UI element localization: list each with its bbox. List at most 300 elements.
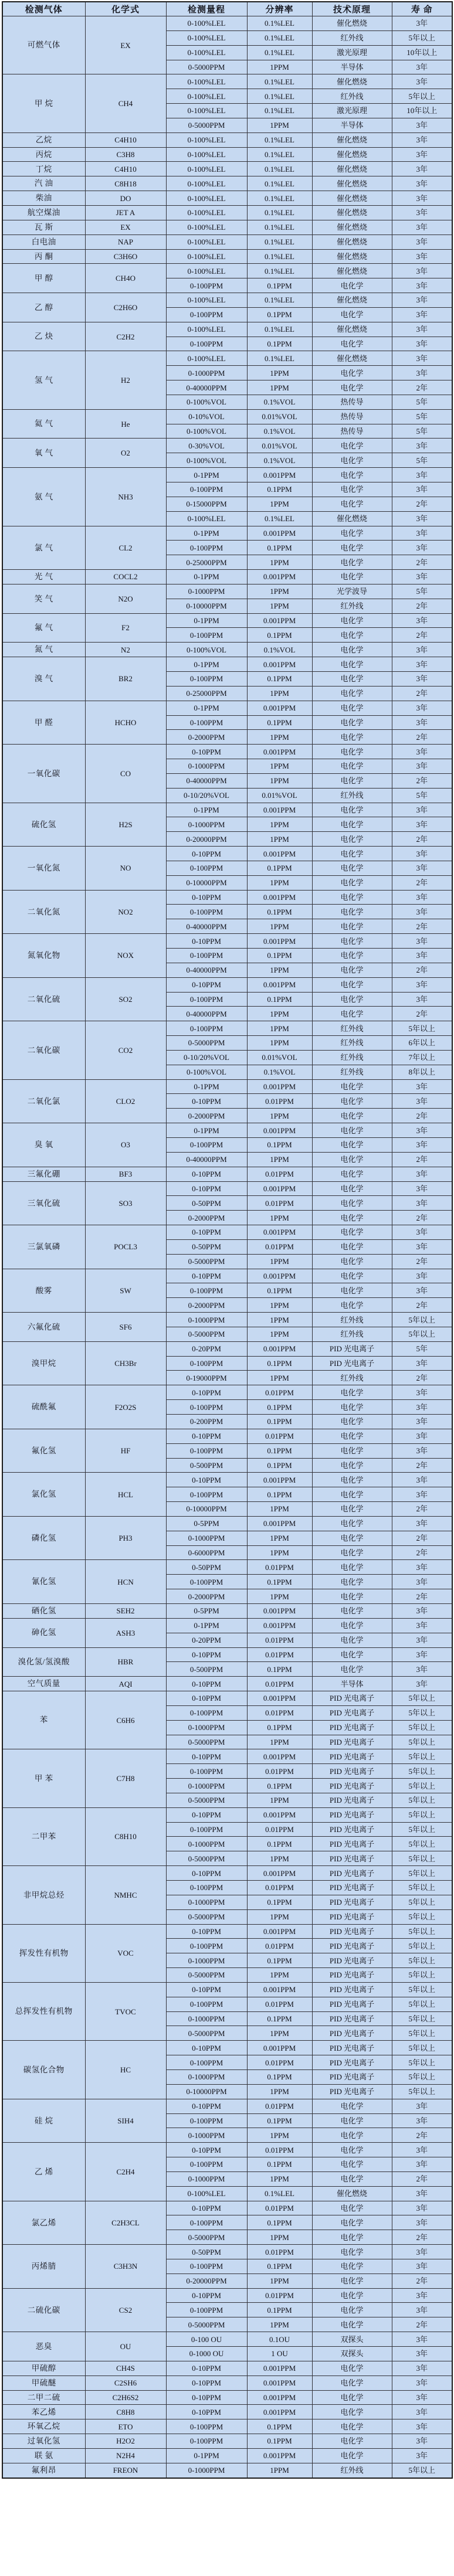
principle-cell: 电化学: [312, 1211, 392, 1225]
resolution-cell: 0.1PPM: [247, 992, 312, 1007]
principle-cell: 催化燃烧: [312, 147, 392, 162]
table-row: [2, 803, 452, 817]
resolution-cell: 1PPM: [247, 2084, 312, 2099]
gas-cell: 氦 气: [2, 409, 85, 439]
principle-cell: 红外线: [312, 788, 392, 803]
principle-cell: 电化学: [312, 526, 392, 541]
principle-cell: PID 光电离子: [312, 1851, 392, 1866]
gas-cell: 一氧化碳: [2, 745, 85, 803]
principle-cell: 电化学: [312, 2303, 392, 2317]
principle-cell: 电化学: [312, 570, 392, 584]
principle-cell: 电化学: [312, 861, 392, 875]
lifespan-cell: 5年: [392, 395, 452, 409]
resolution-cell: 1PPM: [247, 2171, 312, 2186]
resolution-cell: 0.1%LEL: [247, 322, 312, 337]
lifespan-cell: 5年以上: [392, 1895, 452, 1909]
lifespan-cell: 3年: [392, 817, 452, 832]
principle-cell: 催化燃烧: [312, 293, 392, 308]
formula-cell: POCL3: [85, 1225, 166, 1269]
resolution-cell: 0.001PPM: [247, 526, 312, 541]
range-cell: 0-5000PPM: [166, 118, 247, 132]
lifespan-cell: 5年以上: [392, 2069, 452, 2084]
principle-cell: 红外线: [312, 599, 392, 613]
principle-cell: 电化学: [312, 2288, 392, 2303]
lifespan-cell: 3年: [392, 861, 452, 875]
resolution-cell: 0.1PPM: [247, 2011, 312, 2026]
table-row: [2, 249, 452, 264]
resolution-cell: 1PPM: [247, 1313, 312, 1327]
lifespan-cell: 3年: [392, 2434, 452, 2449]
range-cell: 0-5000PPM: [166, 1968, 247, 1983]
principle-cell: 电化学: [312, 278, 392, 293]
range-cell: 0-100%VOL: [166, 424, 247, 439]
lifespan-cell: 5年以上: [392, 1939, 452, 1953]
lifespan-cell: 5年以上: [392, 1968, 452, 1983]
gas-cell: 恶臭: [2, 2332, 85, 2361]
formula-cell: C2H4: [85, 2143, 166, 2201]
range-cell: 0-10PPM: [166, 1181, 247, 1196]
range-cell: 0-20000PPM: [166, 2273, 247, 2288]
table-row: [2, 1691, 452, 1706]
principle-cell: 热传导: [312, 395, 392, 409]
principle-cell: 电化学: [312, 643, 392, 657]
range-cell: 0-100PPM: [166, 482, 247, 497]
resolution-cell: 0.001PPM: [247, 1924, 312, 1939]
table-body: [2, 16, 452, 2478]
resolution-cell: 0.001PPM: [247, 1225, 312, 1240]
gas-cell: 砷化氢: [2, 1618, 85, 1647]
resolution-cell: 0.1PPM: [247, 949, 312, 963]
resolution-cell: 0.001PPM: [247, 934, 312, 949]
resolution-cell: 0.1%LEL: [247, 205, 312, 220]
formula-cell: C3H3N: [85, 2245, 166, 2289]
principle-cell: PID 光电离子: [312, 1895, 392, 1909]
resolution-cell: 1PPM: [247, 380, 312, 395]
gas-cell: 空气质量: [2, 1677, 85, 1691]
lifespan-cell: 5年以上: [392, 2055, 452, 2070]
range-cell: 0-100PPM: [166, 1487, 247, 1502]
formula-cell: VOC: [85, 1924, 166, 1982]
principle-cell: 电化学: [312, 1196, 392, 1211]
resolution-cell: 0.001PPM: [247, 657, 312, 672]
range-cell: 0-19000PPM: [166, 1371, 247, 1385]
principle-cell: 电化学: [312, 832, 392, 847]
principle-cell: 电化学: [312, 715, 392, 730]
lifespan-cell: 2年: [392, 497, 452, 511]
range-cell: 0-10000PPM: [166, 1502, 247, 1517]
range-cell: 0-100%VOL: [166, 1065, 247, 1079]
principle-cell: 电化学: [312, 803, 392, 817]
lifespan-cell: 2年: [392, 1254, 452, 1269]
range-cell: 0-1PPM: [166, 1618, 247, 1633]
lifespan-cell: 10年以上: [392, 45, 452, 60]
resolution-cell: 0.01PPM: [247, 1429, 312, 1443]
lifespan-cell: 3年: [392, 249, 452, 264]
lifespan-cell: 5年以上: [392, 30, 452, 45]
range-cell: 0-10PPM: [166, 1691, 247, 1706]
gas-cell: 甲 烷: [2, 74, 85, 132]
range-cell: 0-100%LEL: [166, 132, 247, 147]
principle-cell: PID 光电离子: [312, 2055, 392, 2070]
formula-cell: N2O: [85, 584, 166, 613]
lifespan-cell: 3年: [392, 1575, 452, 1589]
resolution-cell: 0.1%VOL: [247, 453, 312, 468]
lifespan-cell: 5年: [392, 453, 452, 468]
principle-cell: 电化学: [312, 1647, 392, 1662]
resolution-cell: 1PPM: [247, 1007, 312, 1021]
formula-cell: F2O2S: [85, 1385, 166, 1429]
table-row: [2, 468, 452, 482]
resolution-cell: 0.1PPM: [247, 1779, 312, 1793]
principle-cell: 电化学: [312, 1502, 392, 1517]
lifespan-cell: 3年: [392, 949, 452, 963]
range-cell: 0-100PPM: [166, 2303, 247, 2317]
lifespan-cell: 3年: [392, 1443, 452, 1458]
principle-cell: 催化燃烧: [312, 205, 392, 220]
resolution-cell: 0.001PPM: [247, 1749, 312, 1764]
resolution-cell: 1PPM: [247, 875, 312, 890]
lifespan-cell: 3年: [392, 1239, 452, 1254]
table-row: [2, 1866, 452, 1881]
lifespan-cell: 5年以上: [392, 1851, 452, 1866]
resolution-cell: 1PPM: [247, 817, 312, 832]
formula-cell: C8H18: [85, 176, 166, 191]
resolution-cell: 0.01PPM: [247, 1560, 312, 1575]
lifespan-cell: 2年: [392, 963, 452, 977]
range-cell: 0-100%LEL: [166, 30, 247, 45]
gas-cell: 氮氧化物: [2, 934, 85, 978]
resolution-cell: 0.001PPM: [247, 2361, 312, 2376]
range-cell: 0-200PPM: [166, 1415, 247, 1429]
range-cell: 0-1PPM: [166, 570, 247, 584]
principle-cell: 电化学: [312, 2143, 392, 2157]
lifespan-cell: 10年以上: [392, 104, 452, 118]
resolution-cell: 0.1%LEL: [247, 2186, 312, 2201]
table-row: [2, 1982, 452, 1997]
resolution-cell: 0.001PPM: [247, 613, 312, 628]
resolution-cell: 0.001PPM: [247, 1807, 312, 1822]
range-cell: 0-10PPM: [166, 2099, 247, 2113]
principle-cell: 催化燃烧: [312, 322, 392, 337]
resolution-cell: 0.001PPM: [247, 2376, 312, 2390]
formula-cell: CH4S: [85, 2361, 166, 2376]
principle-cell: PID 光电离子: [312, 1735, 392, 1749]
gas-cell: 溴 气: [2, 657, 85, 701]
range-cell: 0-100%LEL: [166, 147, 247, 162]
gas-cell: 氟利昂: [2, 2463, 85, 2478]
principle-cell: PID 光电离子: [312, 1356, 392, 1371]
principle-cell: PID 光电离子: [312, 1749, 392, 1764]
formula-cell: SIH4: [85, 2099, 166, 2143]
range-cell: 0-100PPM: [166, 1283, 247, 1298]
lifespan-cell: 3年: [392, 2361, 452, 2376]
resolution-cell: 1PPM: [247, 1109, 312, 1123]
range-cell: 0-100PPM: [166, 1997, 247, 2011]
range-cell: 0-100PPM: [166, 1400, 247, 1415]
resolution-cell: 1PPM: [247, 1735, 312, 1749]
resolution-cell: 0.01PPM: [247, 1822, 312, 1837]
range-cell: 0-100%LEL: [166, 104, 247, 118]
lifespan-cell: 3年: [392, 2157, 452, 2172]
lifespan-cell: 5年: [392, 584, 452, 599]
lifespan-cell: 3年: [392, 905, 452, 919]
resolution-cell: 1PPM: [247, 1021, 312, 1036]
principle-cell: 电化学: [312, 1094, 392, 1109]
range-cell: 0-1PPM: [166, 468, 247, 482]
formula-cell: N2H4: [85, 2448, 166, 2463]
formula-cell: CO2: [85, 1021, 166, 1079]
range-cell: 0-10PPM: [166, 1982, 247, 1997]
range-cell: 0-10PPM: [166, 1677, 247, 1691]
table-row: [2, 1181, 452, 1196]
resolution-cell: 1PPM: [247, 1502, 312, 1517]
principle-cell: 电化学: [312, 2201, 392, 2215]
lifespan-cell: 3年: [392, 745, 452, 759]
gas-cell: 汽 油: [2, 176, 85, 191]
range-cell: 0-100%LEL: [166, 16, 247, 31]
resolution-cell: 0.1PPM: [247, 1895, 312, 1909]
table-row: [2, 1429, 452, 1443]
range-cell: 0-10PPM: [166, 1094, 247, 1109]
lifespan-cell: 3年: [392, 1123, 452, 1138]
range-cell: 0-1PPM: [166, 1079, 247, 1094]
range-cell: 0-10PPM: [166, 1269, 247, 1283]
column-header-principle: 技术原理: [312, 2, 392, 16]
resolution-cell: 1PPM: [247, 1589, 312, 1604]
principle-cell: 电化学: [312, 2273, 392, 2288]
range-cell: 0-100%LEL: [166, 220, 247, 235]
lifespan-cell: 3年: [392, 1167, 452, 1181]
formula-cell: NAP: [85, 235, 166, 249]
lifespan-cell: 2年: [392, 1502, 452, 1517]
lifespan-cell: 3年: [392, 570, 452, 584]
resolution-cell: 0.01PPM: [247, 2245, 312, 2259]
range-cell: 0-5000PPM: [166, 1909, 247, 1924]
range-cell: 0-500PPM: [166, 1662, 247, 1677]
lifespan-cell: 5年以上: [392, 1779, 452, 1793]
resolution-cell: 0.01PPM: [247, 1647, 312, 1662]
gas-cell: 甲 苯: [2, 1749, 85, 1807]
gas-spec-table: [2, 1, 453, 2479]
resolution-cell: 0.1%LEL: [247, 162, 312, 176]
formula-cell: C2H2: [85, 322, 166, 351]
range-cell: 0-5PPM: [166, 1516, 247, 1531]
lifespan-cell: 5年以上: [392, 1982, 452, 1997]
range-cell: 0-10PPM: [166, 745, 247, 759]
principle-cell: 电化学: [312, 453, 392, 468]
table-row: [2, 1749, 452, 1764]
lifespan-cell: 3年: [392, 220, 452, 235]
principle-cell: 电化学: [312, 773, 392, 788]
resolution-cell: 0.1PPM: [247, 2157, 312, 2172]
range-cell: 0-10000PPM: [166, 2084, 247, 2099]
principle-cell: 电化学: [312, 1589, 392, 1604]
resolution-cell: 0.01%VOL: [247, 788, 312, 803]
table-row: [2, 1385, 452, 1400]
gas-cell: 乙 醇: [2, 293, 85, 322]
table-row: [2, 977, 452, 992]
principle-cell: 电化学: [312, 2376, 392, 2390]
range-cell: 0-1000PPM: [166, 2463, 247, 2478]
gas-cell: 硫化氢: [2, 803, 85, 847]
table-row: [2, 409, 452, 424]
gas-cell: 丙烯腈: [2, 2245, 85, 2289]
lifespan-cell: 3年: [392, 1415, 452, 1429]
principle-cell: 电化学: [312, 1239, 392, 1254]
principle-cell: 电化学: [312, 1545, 392, 1560]
lifespan-cell: 7年以上: [392, 1050, 452, 1065]
lifespan-cell: 3年: [392, 2390, 452, 2405]
formula-cell: C8H10: [85, 1807, 166, 1865]
resolution-cell: 0.1PPM: [247, 2419, 312, 2434]
principle-cell: 电化学: [312, 1181, 392, 1196]
resolution-cell: 0.01PPM: [247, 2143, 312, 2157]
resolution-cell: 0.01PPM: [247, 2099, 312, 2113]
lifespan-cell: 3年: [392, 132, 452, 147]
lifespan-cell: 3年: [392, 1603, 452, 1618]
lifespan-cell: 2年: [392, 628, 452, 643]
resolution-cell: 0.01%VOL: [247, 439, 312, 453]
gas-cell: 甲硫醇: [2, 2361, 85, 2376]
principle-cell: PID 光电离子: [312, 1997, 392, 2011]
range-cell: 0-10000PPM: [166, 599, 247, 613]
range-cell: 0-100PPM: [166, 1575, 247, 1589]
principle-cell: 电化学: [312, 1400, 392, 1415]
gas-cell: 瓦 斯: [2, 220, 85, 235]
range-cell: 0-10PPM: [166, 1167, 247, 1181]
gas-cell: 乙 烯: [2, 2143, 85, 2201]
resolution-cell: 0.001PPM: [247, 1181, 312, 1196]
table-row: [2, 293, 452, 308]
table-row: [2, 2419, 452, 2434]
formula-cell: HBR: [85, 1647, 166, 1677]
lifespan-cell: 3年: [392, 526, 452, 541]
range-cell: 0-5000PPM: [166, 2026, 247, 2041]
lifespan-cell: 3年: [392, 847, 452, 861]
resolution-cell: 0.01PPM: [247, 2288, 312, 2303]
principle-cell: 电化学: [312, 613, 392, 628]
resolution-cell: 0.1%LEL: [247, 74, 312, 89]
resolution-cell: 0.01PPM: [247, 1196, 312, 1211]
resolution-cell: 0.1%LEL: [247, 235, 312, 249]
gas-cell: 氧 气: [2, 439, 85, 468]
principle-cell: 电化学: [312, 905, 392, 919]
range-cell: 0-10PPM: [166, 2405, 247, 2419]
resolution-cell: 0.1PPM: [247, 861, 312, 875]
principle-cell: 光学波导: [312, 584, 392, 599]
resolution-cell: 0.01PPM: [247, 1881, 312, 1895]
lifespan-cell: 3年: [392, 511, 452, 526]
lifespan-cell: 3年: [392, 337, 452, 351]
resolution-cell: 0.1PPM: [247, 905, 312, 919]
resolution-cell: 0.01PPM: [247, 1764, 312, 1779]
principle-cell: 电化学: [312, 2405, 392, 2419]
lifespan-cell: 3年: [392, 1487, 452, 1502]
principle-cell: 电化学: [312, 1473, 392, 1487]
range-cell: 0-100PPM: [166, 541, 247, 555]
range-cell: 0-100PPM: [166, 2055, 247, 2070]
range-cell: 0-1000 OU: [166, 2347, 247, 2361]
lifespan-cell: 3年: [392, 191, 452, 206]
table-row: [2, 657, 452, 672]
range-cell: 0-1000PPM: [166, 1720, 247, 1735]
table-row: [2, 2245, 452, 2259]
formula-cell: HCL: [85, 1473, 166, 1517]
principle-cell: 电化学: [312, 992, 392, 1007]
table-row: [2, 162, 452, 176]
resolution-cell: 1PPM: [247, 832, 312, 847]
lifespan-cell: 3年: [392, 803, 452, 817]
formula-cell: COCL2: [85, 570, 166, 584]
table-row: [2, 205, 452, 220]
lifespan-cell: 3年: [392, 1356, 452, 1371]
principle-cell: PID 光电离子: [312, 1953, 392, 1968]
resolution-cell: 1PPM: [247, 497, 312, 511]
lifespan-cell: 5年以上: [392, 1997, 452, 2011]
lifespan-cell: 3年: [392, 60, 452, 74]
gas-cell: 臭 氧: [2, 1123, 85, 1167]
gas-cell: 可燃气体: [2, 16, 85, 74]
principle-cell: 半导体: [312, 1677, 392, 1691]
column-header-formula: 化学式: [85, 2, 166, 16]
principle-cell: PID 光电离子: [312, 1881, 392, 1895]
gas-cell: 苯: [2, 1691, 85, 1749]
lifespan-cell: 3年: [392, 74, 452, 89]
resolution-cell: 1PPM: [247, 759, 312, 774]
principle-cell: 电化学: [312, 977, 392, 992]
lifespan-cell: 5年: [392, 424, 452, 439]
principle-cell: 电化学: [312, 657, 392, 672]
lifespan-cell: 5年以上: [392, 1764, 452, 1779]
range-cell: 0-100%LEL: [166, 351, 247, 366]
gas-cell: 光 气: [2, 570, 85, 584]
principle-cell: 电化学: [312, 1123, 392, 1138]
principle-cell: 电化学: [312, 1487, 392, 1502]
principle-cell: 红外线: [312, 1065, 392, 1079]
range-cell: 0-100PPM: [166, 1705, 247, 1720]
range-cell: 0-5PPM: [166, 1603, 247, 1618]
gas-cell: 二甲苯: [2, 1807, 85, 1865]
resolution-cell: 0.001PPM: [247, 890, 312, 905]
resolution-cell: 0.001PPM: [247, 701, 312, 715]
formula-cell: JET A: [85, 205, 166, 220]
lifespan-cell: 5年: [392, 409, 452, 424]
resolution-cell: 1PPM: [247, 919, 312, 934]
range-cell: 0-1000PPM: [166, 2011, 247, 2026]
gas-cell: 丁烷: [2, 162, 85, 176]
resolution-cell: 0.1%LEL: [247, 30, 312, 45]
principle-cell: 电化学: [312, 745, 392, 759]
principle-cell: 电化学: [312, 2390, 392, 2405]
range-cell: 0-100%LEL: [166, 89, 247, 104]
lifespan-cell: 3年: [392, 366, 452, 380]
resolution-cell: 0.1PPM: [247, 2303, 312, 2317]
range-cell: 0-10/20%VOL: [166, 1050, 247, 1065]
principle-cell: 电化学: [312, 1007, 392, 1021]
lifespan-cell: 5年以上: [392, 1881, 452, 1895]
table-row: [2, 16, 452, 31]
lifespan-cell: 5年以上: [392, 1720, 452, 1735]
principle-cell: PID 光电离子: [312, 1720, 392, 1735]
range-cell: 0-1000PPM: [166, 1313, 247, 1327]
lifespan-cell: 3年: [392, 1400, 452, 1415]
gas-cell: 乙烷: [2, 132, 85, 147]
formula-cell: NO2: [85, 890, 166, 934]
resolution-cell: 0.1%LEL: [247, 104, 312, 118]
table-row: [2, 2099, 452, 2113]
lifespan-cell: 2年: [392, 380, 452, 395]
lifespan-cell: 3年: [392, 657, 452, 672]
